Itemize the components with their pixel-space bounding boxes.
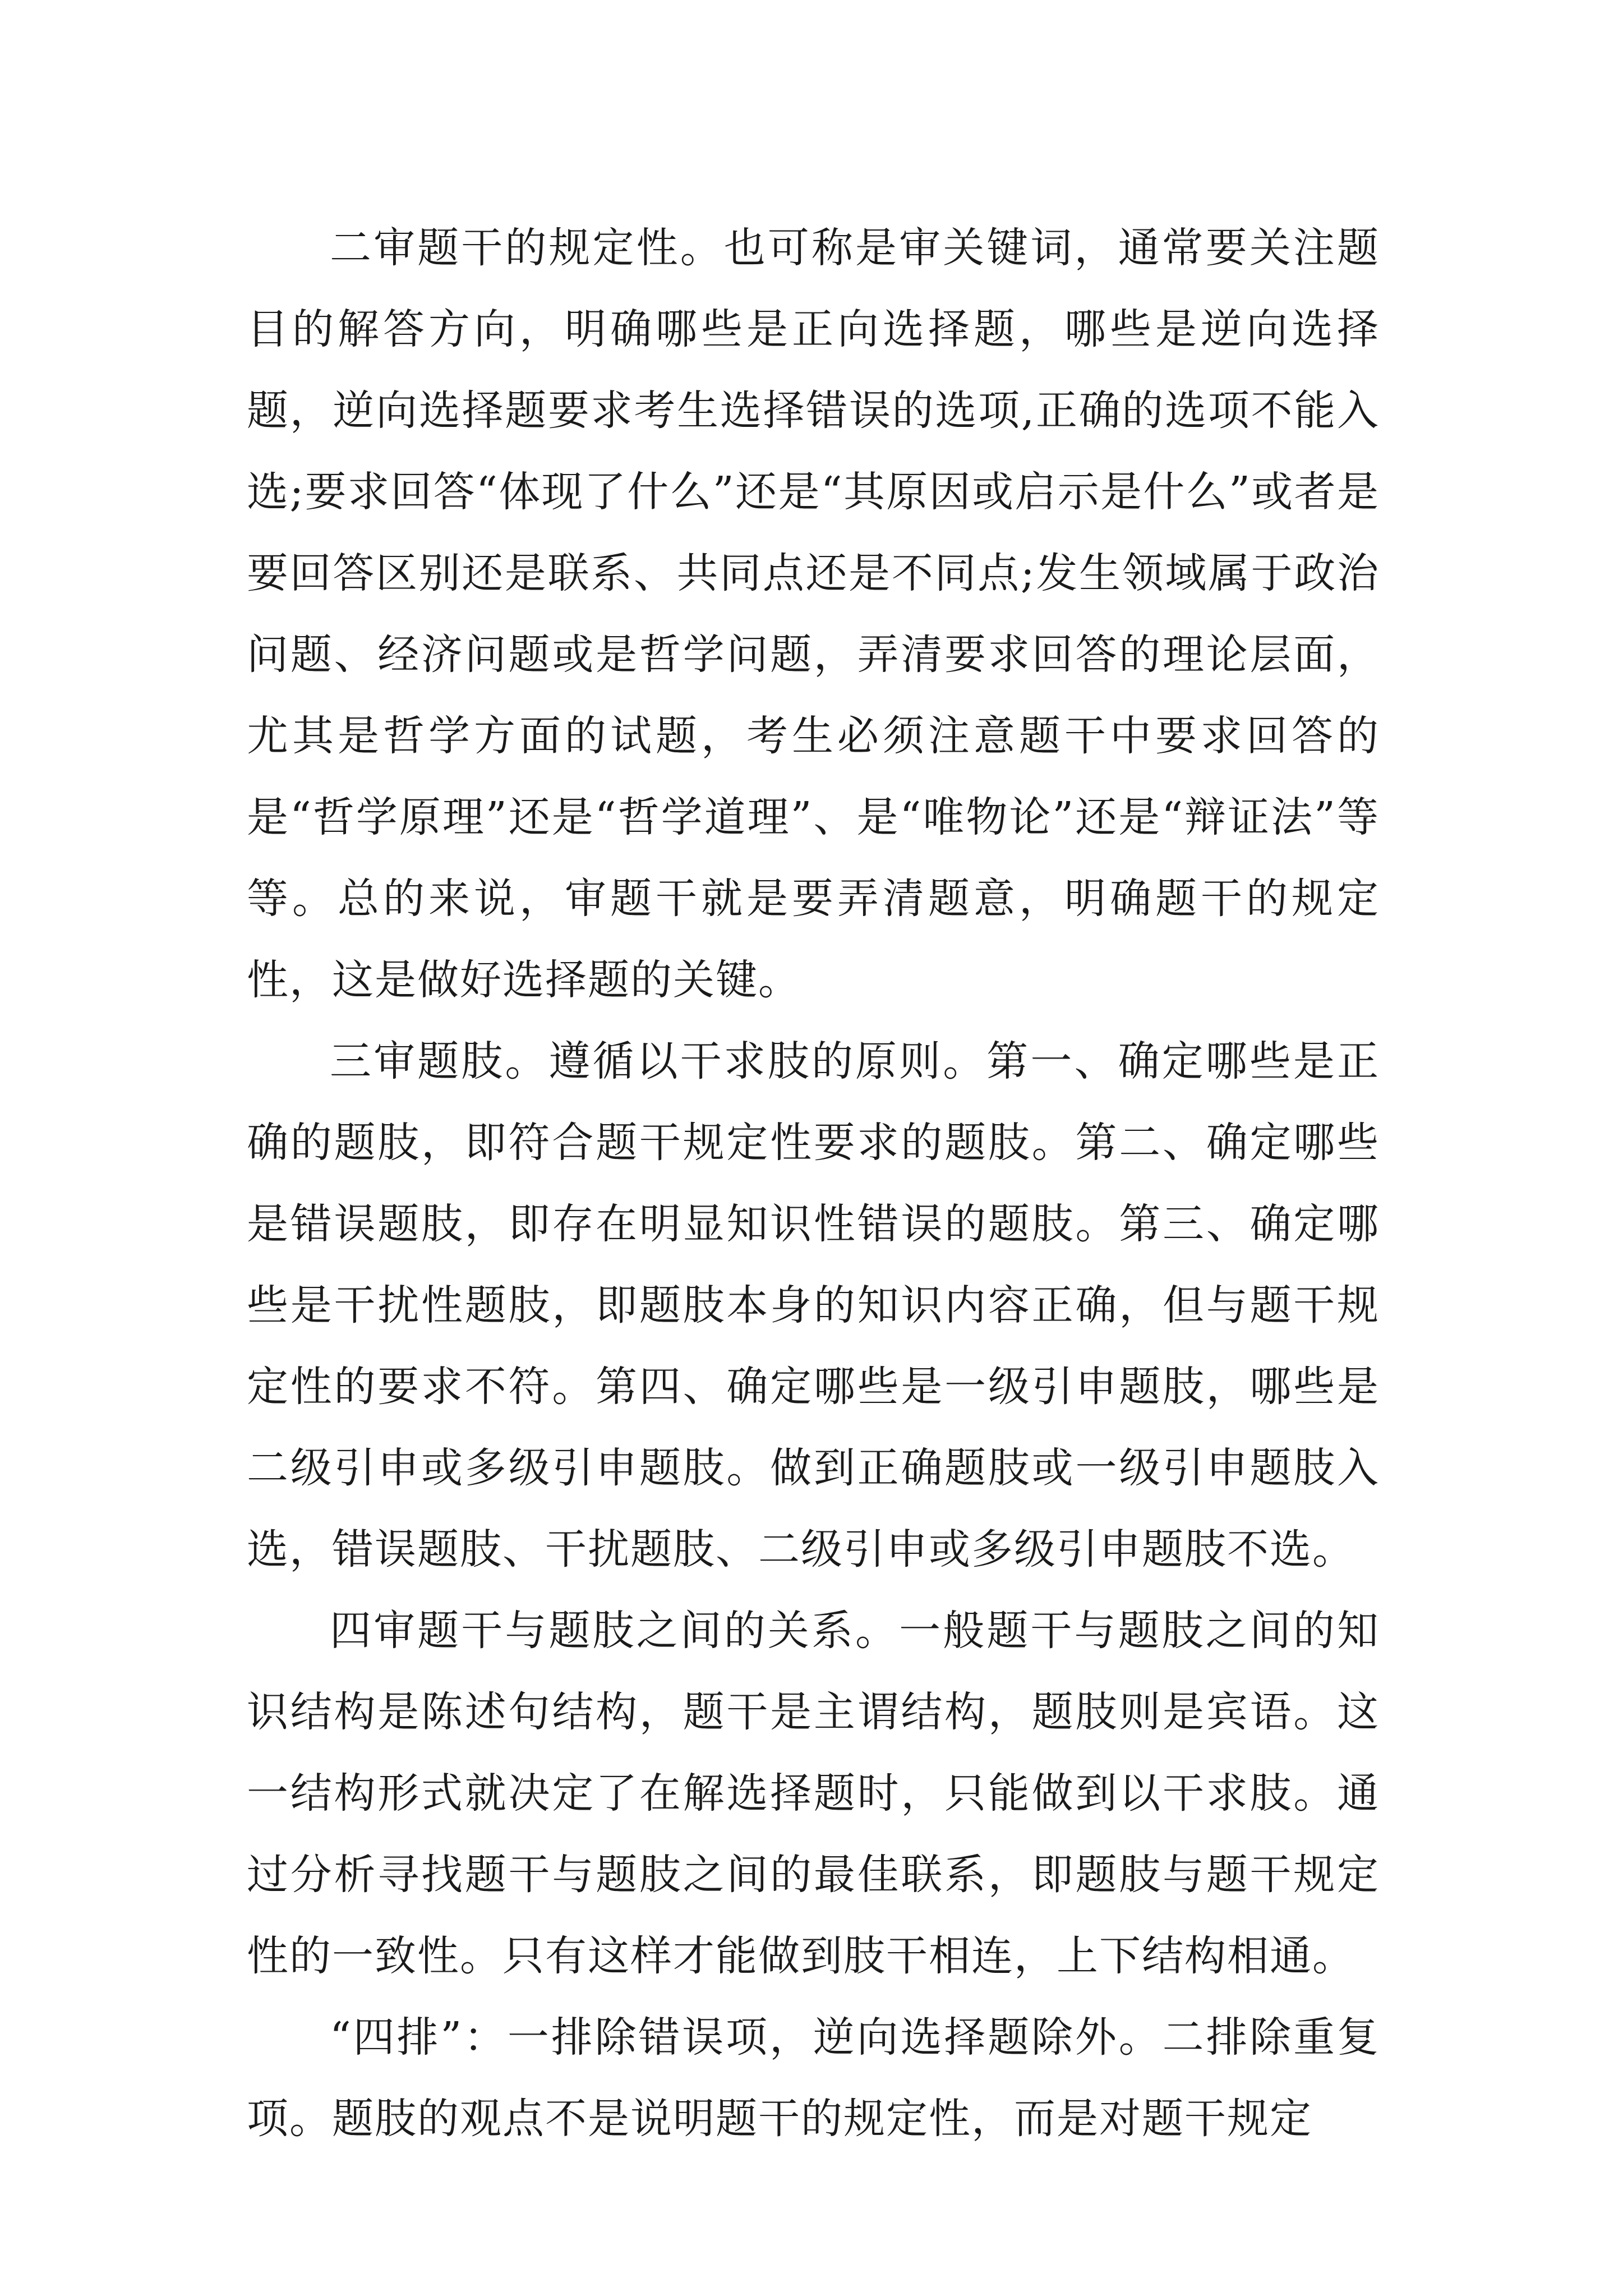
paragraph-stem-option-relation: 四审题干与题肢之间的关系。一般题干与题肢之间的知识结构是陈述句结构，题干是主谓结构，题肢则是宾语。这一结构形式就决定了在解选择题时，只能做到以干求肢。通过分析寻找题干与题肢之间的最佳联系，即题肢与题干规定性的一致性。只有这样才能做到肢干相连，上下结构相通。	[247, 1607, 1380, 1980]
paragraph-examine-options: 三审题肢。遵循以干求肢的原则。第一、确定哪些是正确的题肢，即符合题干规定性要求的题肢。第二、确定哪些是错误题肢，即存在明显知识性错误的题肢。第三、确定哪些是干扰性题肢，即题肢本身的知识内容正确，但与题干规定性的要求不符。第四、确定哪些是一级引申题肢，哪些是二级引申或多级引申题肢。做到正确题肢或一级引申题肢入选，错误题肢、干扰题肢、二级引申或多级引申题肢不选。	[247, 1037, 1380, 1573]
paragraph-four-eliminations: “四排”：一排除错误项，逆向选择题除外。二排除重复项。题肢的观点不是说明题干的规定性，而是对题干规定	[247, 2013, 1380, 2143]
paragraph-examine-stem: 二审题干的规定性。也可称是审关键词，通常要关注题目的解答方向，明确哪些是正向选择题，哪些是逆向选择题，逆向选择题要求考生选择错误的选项,正确的选项不能入选;要求回答“体现了什么”还是“其原因或启示是什么”或者是要回答区别还是联系、共同点还是不同点;发生领域属于政治问题、经济问题或是哲学问题，弄清要求回答的理论层面，尤其是哲学方面的试题，考生必须注意题干中要求回答的是“哲学原理”还是“哲学道理”、是“唯物论”还是“辩证法”等等。总的来说，审题干就是要弄清题意，明确题干的规定性，这是做好选择题的关键。	[247, 224, 1380, 1004]
document-body	[247, 208, 1380, 2160]
